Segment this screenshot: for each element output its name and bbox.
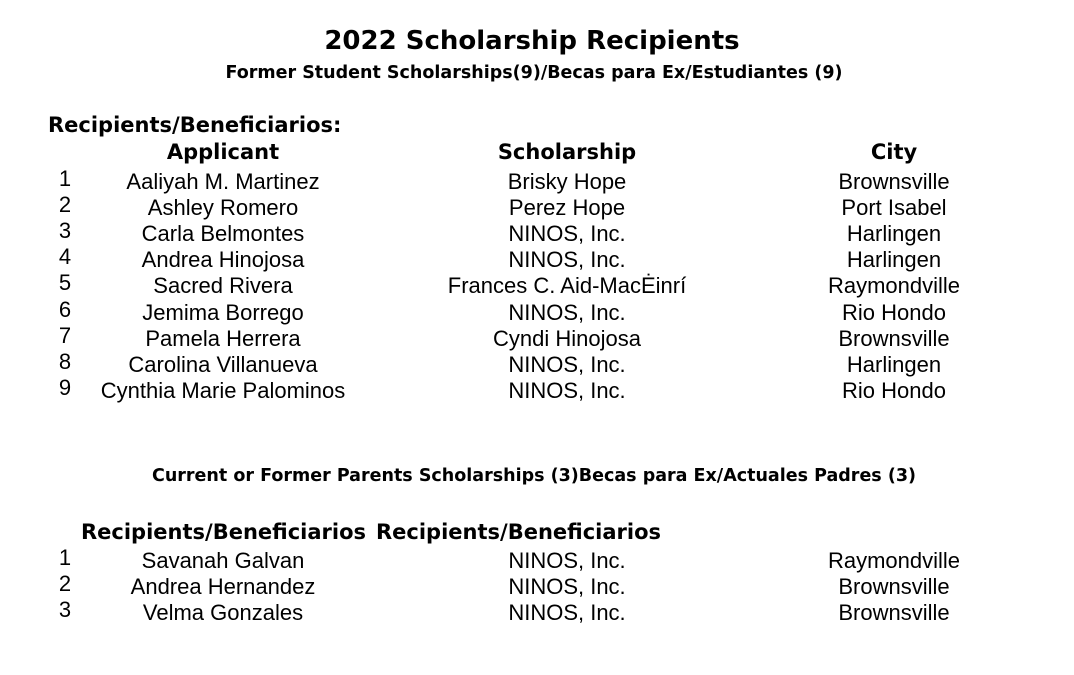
- recipients-label: Recipients/Beneficiarios:: [48, 113, 342, 137]
- applicant-name: Carla Belmontes: [141, 221, 305, 247]
- applicant-name: Cynthia Marie Palominos: [100, 377, 346, 403]
- city-name: Brownsville: [838, 325, 950, 351]
- city-name: Brownsville: [838, 574, 950, 600]
- scholarship-name: NINOS, Inc.: [508, 247, 626, 273]
- city-name: Rio Hondo: [842, 377, 946, 403]
- city-name: Raymondville: [827, 273, 961, 299]
- city-column-header: City: [870, 140, 918, 164]
- recipients-label-left: Recipients/Beneficiarios: [81, 520, 366, 544]
- row-number: 3: [58, 218, 72, 244]
- scholarship-name: Frances C. Aid-MacĖinrí: [447, 273, 687, 299]
- scholarship-name: NINOS, Inc.: [508, 351, 626, 377]
- row-number: 4: [58, 244, 72, 270]
- applicant-name: Andrea Hinojosa: [141, 247, 305, 273]
- city-name: Brownsville: [838, 600, 950, 626]
- city-name: Port Isabel: [841, 195, 947, 221]
- row-number: 3: [58, 597, 72, 623]
- scholarship-name: NINOS, Inc.: [508, 574, 626, 600]
- section-parents-subtitle: Current or Former Parents Scholarships (3)Becas para Ex/Actuales Padres (3): [152, 466, 916, 486]
- row-number: 6: [58, 296, 72, 322]
- scholarship-column-header: Scholarship: [497, 140, 637, 164]
- applicant-name: Ashley Romero: [147, 195, 299, 221]
- applicant-column-header: Applicant: [166, 140, 280, 164]
- scholarship-name: NINOS, Inc.: [508, 600, 626, 626]
- section-former-students-subtitle: Former Student Scholarships(9)/Becas para Ex/Estudiantes (9): [225, 63, 843, 83]
- page-title: 2022 Scholarship Recipients: [324, 26, 740, 56]
- recipients-label-right: Recipients/Beneficiarios: [376, 520, 661, 544]
- applicant-name: Savanah Galvan: [141, 548, 305, 573]
- scholarship-name: NINOS, Inc.: [508, 377, 626, 403]
- city-name: Harlingen: [846, 247, 942, 273]
- row-number: 5: [58, 270, 72, 296]
- city-name: Harlingen: [846, 351, 942, 377]
- row-number: 2: [58, 571, 72, 597]
- applicant-name: Sacred Rivera: [153, 273, 293, 299]
- city-name: Rio Hondo: [842, 299, 946, 325]
- row-number: 9: [58, 374, 72, 400]
- city-name: Raymondville: [827, 548, 961, 573]
- scholarship-name: NINOS, Inc.: [508, 221, 626, 247]
- scholarship-name: NINOS, Inc.: [508, 548, 626, 573]
- row-number: 1: [58, 545, 72, 570]
- scholarship-name: Perez Hope: [508, 195, 626, 221]
- applicant-name: Pamela Herrera: [145, 325, 301, 351]
- scholarship-name: NINOS, Inc.: [508, 299, 626, 325]
- applicant-name: Aaliyah M. Martinez: [126, 169, 320, 194]
- row-number: 7: [58, 322, 72, 348]
- row-number: 1: [58, 166, 72, 191]
- scholarship-name: Brisky Hope: [507, 169, 627, 194]
- applicant-name: Jemima Borrego: [142, 299, 304, 325]
- scholarship-name: Cyndi Hinojosa: [493, 325, 641, 351]
- row-number: 2: [58, 192, 72, 218]
- applicant-name: Carolina Villanueva: [128, 351, 318, 377]
- applicant-name: Velma Gonzales: [142, 600, 304, 626]
- applicant-name: Andrea Hernandez: [130, 574, 316, 600]
- row-number: 8: [58, 348, 72, 374]
- city-name: Harlingen: [846, 221, 942, 247]
- city-name: Brownsville: [838, 169, 950, 194]
